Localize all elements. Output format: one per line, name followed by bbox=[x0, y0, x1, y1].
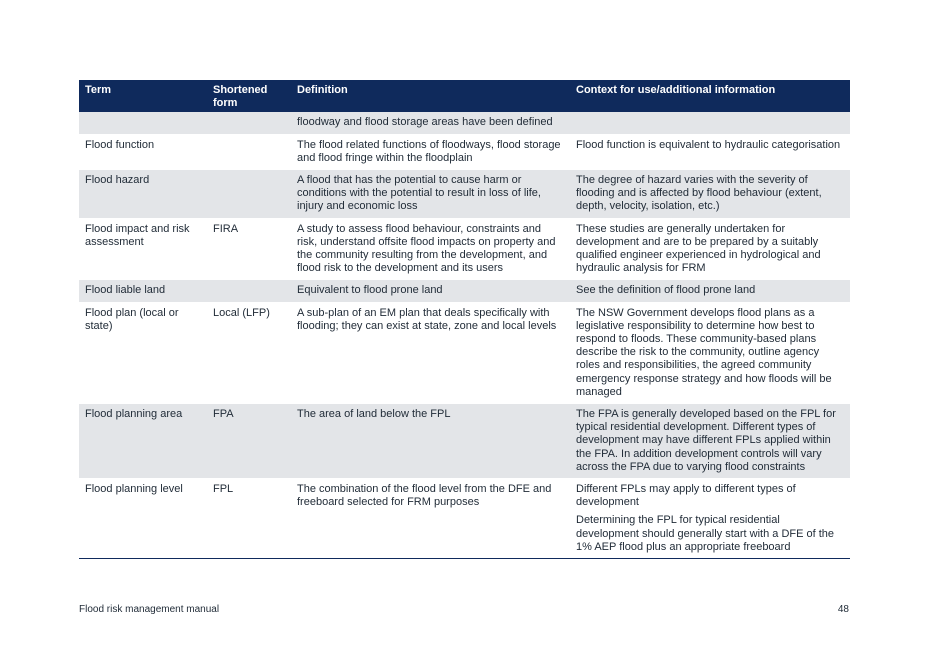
context-paragraph: Determining the FPL for typical residential development should generally start with a DFE of the 1% AEP flood plus an appropriate freeboard bbox=[576, 514, 835, 553]
shortened-form-cell bbox=[207, 170, 291, 219]
context-cell bbox=[570, 479, 850, 559]
table-row bbox=[79, 302, 850, 403]
context-paragraph: The degree of hazard varies with the severity of flooding and is affected by flood behaviour (extent, depth, velocity, isolation, etc.) bbox=[576, 174, 822, 213]
table-body bbox=[79, 112, 850, 558]
footer-document-title: Flood risk management manual bbox=[79, 604, 220, 615]
definition-cell: The area of land below the FPL bbox=[291, 404, 570, 479]
header-shortened-form: Shortened form bbox=[207, 80, 291, 112]
shortened-form-cell: FPL bbox=[207, 479, 291, 559]
context-paragraph: These studies are generally undertaken for development and are to be prepared by a suitably qualified engineer experienced in hydrological and hydraulic analysis for FRM bbox=[576, 222, 821, 275]
context-paragraph: The FPA is generally developed based on the FPL for typical residential development. Different types of development may have different FPLs applied within the FPA. In addition development controls will vary across the FPA due to varying flood constraints bbox=[576, 408, 836, 473]
shortened-form-cell bbox=[207, 134, 291, 169]
term-cell: Flood function bbox=[79, 134, 207, 169]
definition-cell: A sub-plan of an EM plan that deals specifically with flooding; they can exist at state, zone and local levels bbox=[291, 302, 570, 403]
context-cell bbox=[570, 302, 850, 403]
term-cell: Flood planning area bbox=[79, 404, 207, 479]
shortened-form-cell: FIRA bbox=[207, 218, 291, 280]
shortened-form-cell bbox=[207, 112, 291, 134]
table-row bbox=[79, 280, 850, 302]
footer-page-number: 48 bbox=[837, 604, 849, 615]
context-cell bbox=[570, 218, 850, 280]
header-context: Context for use/additional information bbox=[570, 80, 850, 112]
definition-cell: The flood related functions of floodways, flood storage and flood fringe within the floodplain bbox=[291, 134, 570, 169]
term-cell bbox=[79, 112, 207, 134]
definition-cell: A study to assess flood behaviour, constraints and risk, understand offsite flood impacts on property and the community resulting from the development, and flood risk to the development and its users bbox=[291, 218, 570, 280]
shortened-form-cell: Local (LFP) bbox=[207, 302, 291, 403]
context-paragraph: The NSW Government develops flood plans as a legislative responsibility to determine how best to respond to floods. These community-based plans describe the risk to the community, outline agency roles and responsibilities, the agreed community emergency response strategy and how floods will be managed bbox=[576, 306, 832, 398]
context-cell bbox=[570, 112, 850, 134]
definition-cell: floodway and flood storage areas have been defined bbox=[291, 112, 570, 134]
context-cell bbox=[570, 404, 850, 479]
context-paragraph: See the definition of flood prone land bbox=[576, 284, 756, 297]
term-cell: Flood planning level bbox=[79, 479, 207, 559]
table-row bbox=[79, 218, 850, 280]
context-cell bbox=[570, 280, 850, 302]
glossary-table bbox=[79, 80, 850, 559]
term-cell: Flood hazard bbox=[79, 170, 207, 219]
table-row bbox=[79, 112, 850, 134]
term-cell: Flood plan (local or state) bbox=[79, 302, 207, 403]
definition-cell: A flood that has the potential to cause harm or conditions with the potential to result in loss of life, injury and economic loss bbox=[291, 170, 570, 219]
shortened-form-cell bbox=[207, 280, 291, 302]
term-cell: Flood liable land bbox=[79, 280, 207, 302]
header-definition: Definition bbox=[291, 80, 570, 112]
table-header-row bbox=[79, 80, 850, 112]
context-cell bbox=[570, 134, 850, 169]
table-row bbox=[79, 479, 850, 559]
table-row bbox=[79, 404, 850, 479]
term-cell: Flood impact and risk assessment bbox=[79, 218, 207, 280]
shortened-form-cell: FPA bbox=[207, 404, 291, 479]
context-paragraph: Flood function is equivalent to hydraulic categorisation bbox=[576, 138, 841, 151]
table-row bbox=[79, 170, 850, 219]
definition-cell: The combination of the flood level from the DFE and freeboard selected for FRM purposes bbox=[291, 479, 570, 559]
context-cell bbox=[570, 170, 850, 219]
header-term: Term bbox=[79, 80, 207, 112]
context-paragraph: Different FPLs may apply to different types of development bbox=[576, 483, 796, 509]
table-row bbox=[79, 134, 850, 169]
definition-cell: Equivalent to flood prone land bbox=[291, 280, 570, 302]
